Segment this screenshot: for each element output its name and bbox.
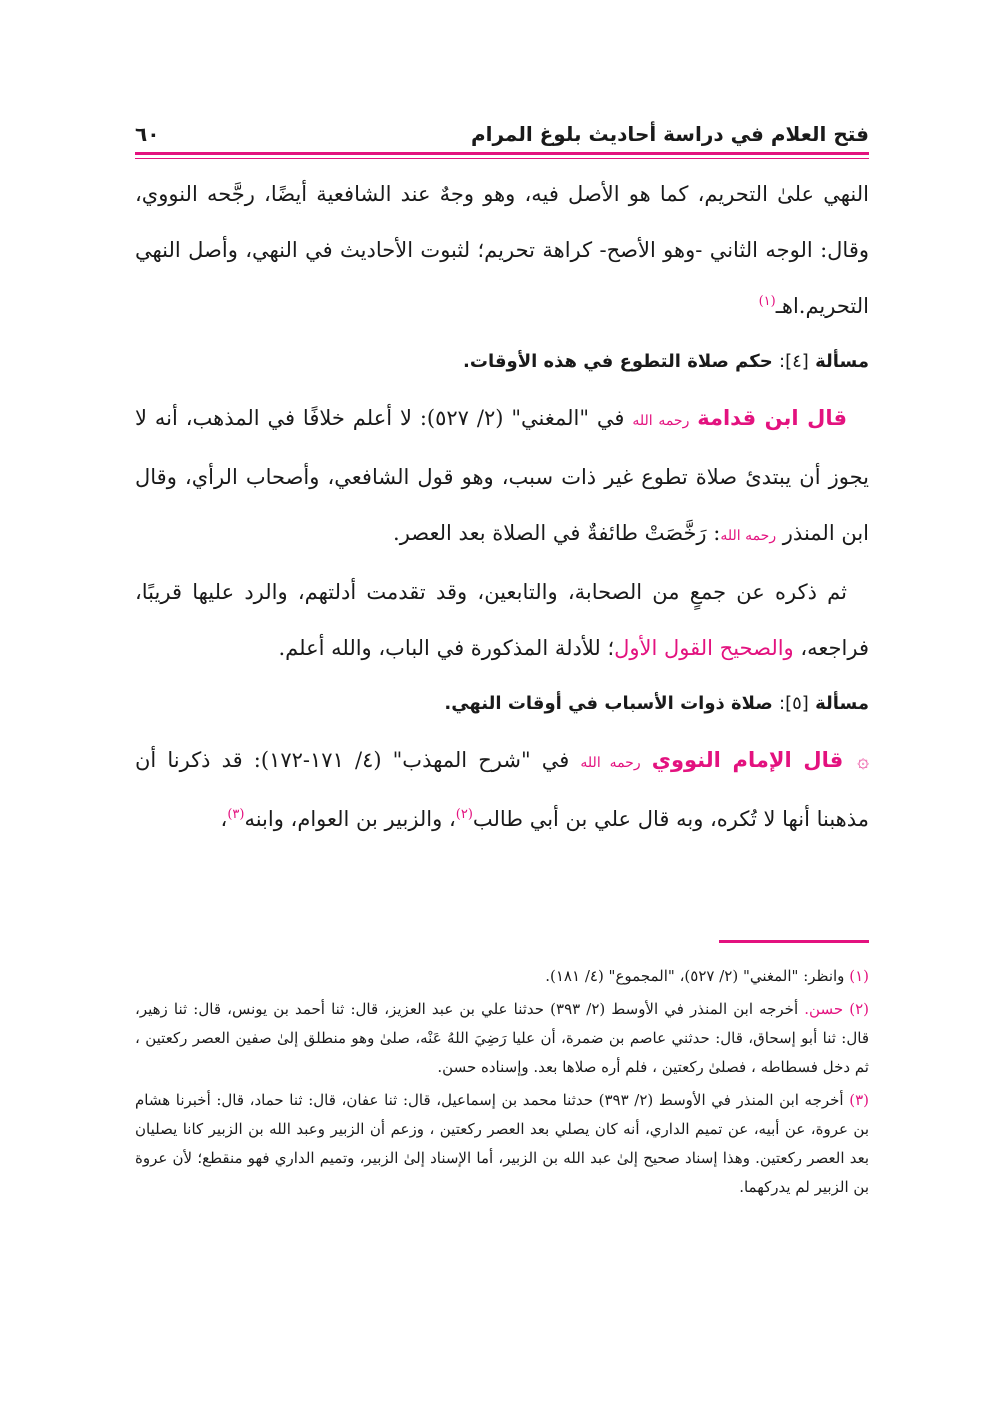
footnote-2-number: (٢)	[849, 1000, 870, 1018]
paragraph-3-text: ثم ذكره عن جمعٍ من الصحابة، والتابعين، وقد تقدمت أدلتهم، والرد عليها قريبًا، فراجعه،	[135, 580, 869, 660]
paragraph-1	[135, 166, 869, 334]
honorific-3: رحمه الله	[580, 755, 641, 771]
issue-4-title: حكم صلاة التطوع في هذه الأوقات.	[463, 351, 773, 372]
highlighted-ruling: والصحيح القول الأول	[614, 636, 794, 660]
paragraph-4	[135, 732, 869, 847]
paragraph-3	[135, 564, 869, 676]
issue-5-title: صلاة ذوات الأسباب في أوقات النهي.	[444, 693, 773, 714]
footnote-3-text: أخرجه ابن المنذر في الأوسط (٢/ ٣٩٣) حدثنا محمد بن إسماعيل، قال: ثنا عفان، قال: ثنا حماد، قال: أخبرنا هشام بن عروة، عن أبيه، عن تميم الداري، أنه كان يصلي بعد العصر ركعتين ، وزعم أن الزبير وعبد الله بن الزبير كانا يصليان بعد العصر ركعتين. وهذا إسناد صحيح إلىٰ عبد الله بن الزبير، أما الإسناد إلىٰ الزبير، وتميم الداري فهو منقطع؛ لأن عروة بن الزبير لم يدركهما.	[135, 1091, 869, 1196]
speaker-ibn-qudama: قال ابن قدامة	[697, 406, 847, 430]
honorific-2: رحمه الله	[720, 528, 777, 544]
issue-5-heading	[135, 676, 869, 732]
footnote-2-text: أخرجه ابن المنذر في الأوسط (٢/ ٣٩٣) حدثنا علي بن عبد العزيز، قال: ثنا أحمد بن يونس، قال: ثنا زهير، قال: ثنا أبو إسحاق، قال: حدثني عاصم بن ضمرة، أن عليا رَضِيَ اللهُ عَنْه، صلىٰ وهو منطلق إلىٰ صفين العصر ركعتين ، ثم دخل فسطاطه ، فصلىٰ ركعتين ، فلم أره صلاها بعد. وإسناده حسن.	[135, 1000, 869, 1076]
paragraph-4-text-3: ،	[220, 807, 228, 831]
footnote-ref-3[interactable]: (٣)	[227, 807, 245, 822]
footnote-3	[135, 1086, 869, 1202]
footnote-ref-2[interactable]: (٢)	[455, 807, 473, 822]
page-number: ٦٠	[135, 122, 160, 146]
footnote-1-text: وانظر: "المغني" (٢/ ٥٢٧)، "المجموع" (٤/ ١٨١).	[545, 967, 845, 985]
main-text	[135, 166, 869, 847]
issue-4-number: [٤]:	[779, 351, 809, 372]
footnote-1-number: (١)	[849, 967, 869, 985]
footnote-2	[135, 995, 869, 1082]
issue-4-heading	[135, 334, 869, 390]
issue-5-number: [٥]:	[779, 693, 809, 714]
speaker-nawawi: قال الإمام النووي	[651, 748, 844, 772]
footnote-ref-1[interactable]: (١)	[758, 294, 776, 309]
paragraph-2-text-2: : رَخَّصَتْ طائفةٌ في الصلاة بعد العصر.	[393, 521, 721, 545]
paragraph-2	[135, 390, 869, 564]
footnote-separator	[719, 940, 869, 943]
book-title: فتح العلام في دراسة أحاديث بلوغ المرام	[470, 122, 869, 146]
paragraph-2-text: في "المغني" (٢/ ٥٢٧): لا أعلم خلافًا في المذهب، أنه لا يجوز أن يبتدئ صلاة تطوع غير ذات سبب، وهو قول الشافعي، وأصحاب الرأي، وقال ابن المنذر	[135, 406, 869, 545]
footnotes	[135, 962, 869, 1206]
footnote-2-grade: حسن.	[804, 1000, 844, 1018]
paragraph-1-text: النهي علىٰ التحريم، كما هو الأصل فيه، وهو وجهٌ عند الشافعية أيضًا، رجَّحه النووي، وقال: الوجه الثاني -وهو الأصح- كراهة تحريم؛ لثبوت الأحاديث في النهي، وأصل النهي التحريم.اهـ	[135, 182, 869, 318]
header-rule-thin	[135, 158, 869, 159]
honorific-1: رحمه الله	[632, 413, 690, 429]
issue-4-label: مسألة	[815, 351, 869, 372]
paragraph-4-text-2: ، والزبير بن العوام، وابنه	[244, 807, 456, 831]
footnote-1	[135, 962, 869, 991]
paragraph-4-text: في "شرح المهذب" (٤/ ١٧١-١٧٢): قد ذكرنا أن مذهبنا أنها لا تُكره، وبه قال علي بن أبي طالب	[135, 748, 869, 831]
paragraph-3-text-2: ؛ للأدلة المذكورة في الباب، والله أعلم.	[278, 636, 615, 660]
footnote-3-number: (٣)	[849, 1091, 869, 1109]
issue-5-label: مسألة	[815, 693, 869, 714]
header-rule-thick	[135, 152, 869, 155]
flower-ornament-icon: ۞	[857, 748, 869, 772]
